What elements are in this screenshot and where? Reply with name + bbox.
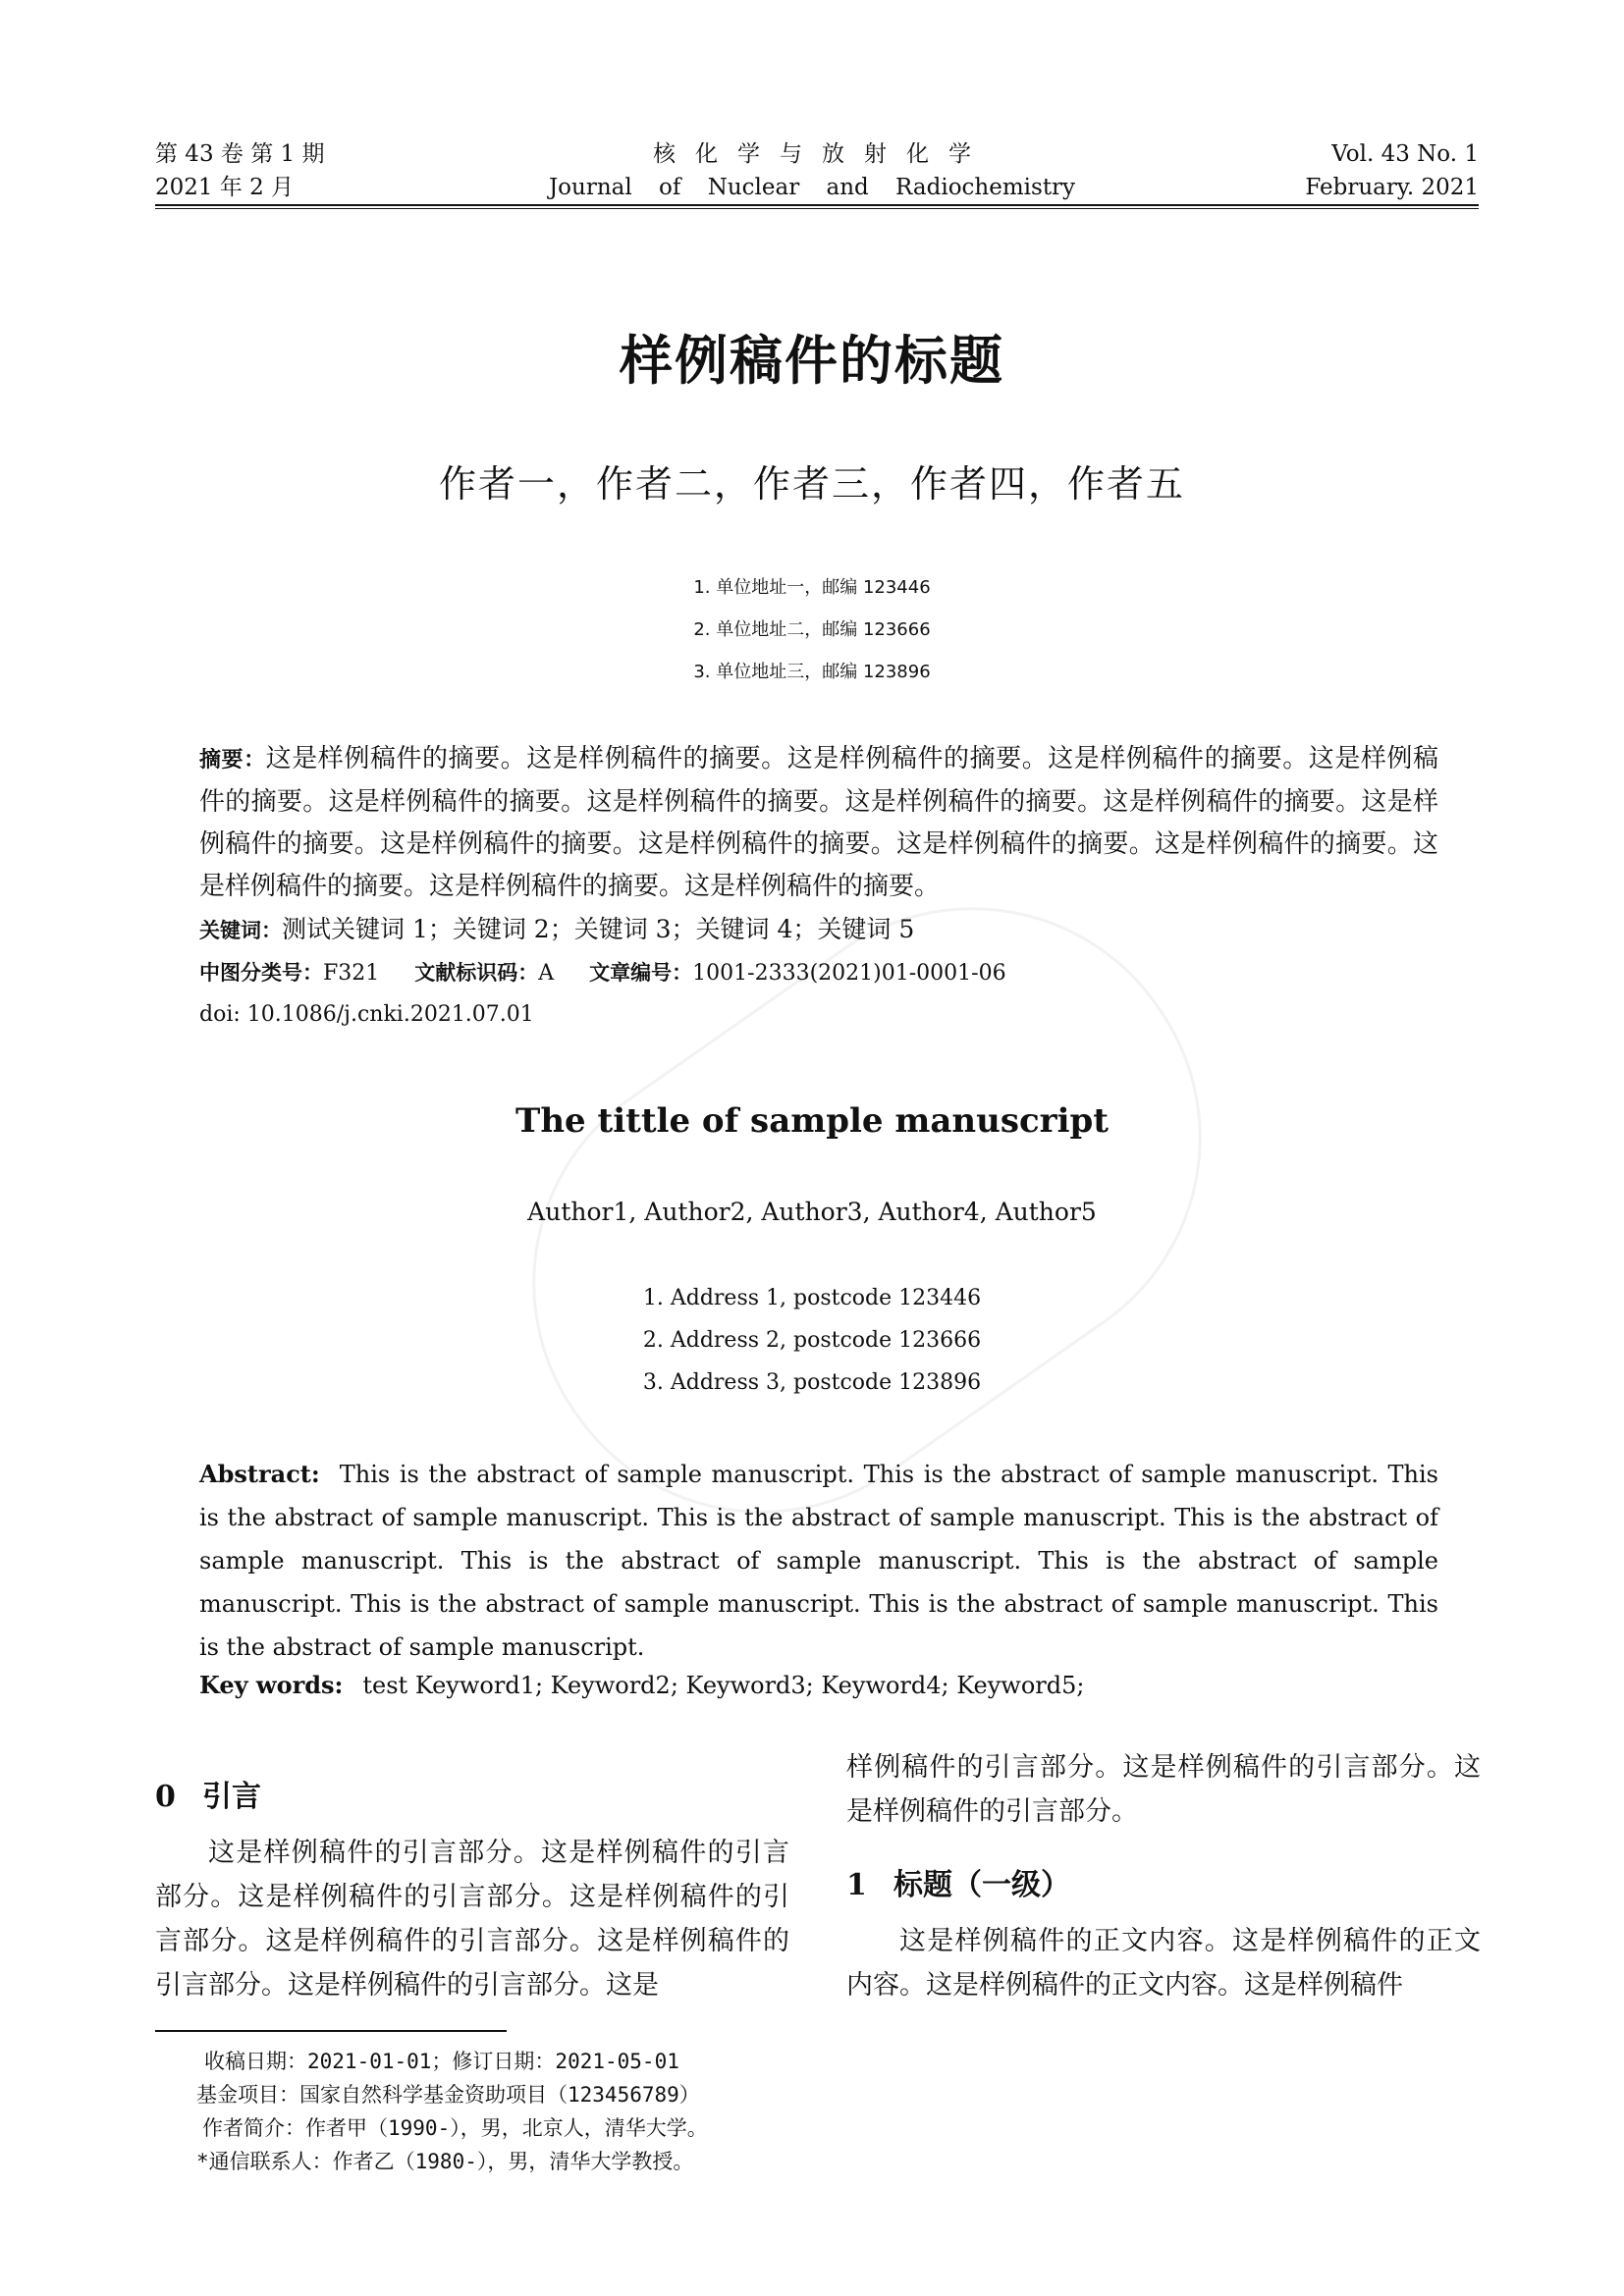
doc-code-label: 文献标识码： (414, 961, 539, 985)
keywords-zh (199, 910, 1438, 950)
section-title: 引言 (202, 1780, 261, 1814)
footnote-corresponding-author: *通信联系人：作者乙（1980-），男，清华大学教授。 (196, 2150, 694, 2173)
article-no-label: 文章编号： (589, 961, 693, 985)
authors-en: Author1, Author2, Author3, Author4, Author5 (527, 1198, 1097, 1226)
doc-code-value: A (538, 961, 555, 986)
affiliation-zh-1: 1. 单位地址一，邮编 123446 (693, 577, 931, 598)
clc-value: F321 (323, 961, 380, 986)
authors-zh: 作者一，作者二，作者三，作者四，作者五 (438, 462, 1185, 506)
header-volume-info-en (1305, 137, 1479, 204)
section-1-paragraph: 这是样例稿件的正文内容。这是样例稿件的正文内容。这是样例稿件的正文内容。这是样例稿件 (846, 1926, 1481, 2001)
classification-line (199, 954, 1438, 992)
footnote-author-bio: 作者简介：作者甲（1990-），男，北京人，清华大学。 (202, 2116, 708, 2140)
abstract-en (199, 1453, 1438, 1669)
abstract-zh-label: 摘要： (199, 748, 266, 773)
paper-title-en: The tittle of sample manuscript (515, 1101, 1109, 1141)
introduction-paragraph-right: 样例稿件的引言部分。这是样例稿件的引言部分。这是样例稿件的引言部分。 (846, 1752, 1481, 1827)
doi: doi: 10.1086/j.cnki.2021.07.01 (199, 1002, 534, 1027)
clc-label: 中图分类号： (199, 961, 323, 985)
section-title: 标题（一级） (893, 1868, 1070, 1902)
footnote-received-date: 收稿日期：2021-01-01；修订日期：2021-05-01 (204, 2050, 679, 2073)
footnote-funding: 基金项目：国家自然科学基金资助项目（123456789） (196, 2083, 700, 2107)
affiliation-zh-2: 2. 单位地址二，邮编 123666 (693, 619, 931, 640)
keywords-en-label: Key words: (199, 1671, 344, 1699)
header-volume-en: Vol. 43 No. 1 (1331, 141, 1479, 167)
section-number: 1 (846, 1868, 867, 1902)
section-heading-1 (846, 1860, 1070, 1903)
affiliation-zh-3: 3. 单位地址三，邮编 123896 (693, 662, 931, 682)
abstract-en-label: Abstract: (199, 1460, 320, 1488)
paper-title-zh: 样例稿件的标题 (620, 330, 1004, 392)
abstract-zh-text: 这是样例稿件的摘要。这是样例稿件的摘要。这是样例稿件的摘要。这是样例稿件的摘要。这是样例稿件的摘要。这是样例稿件的摘要。这是样例稿件的摘要。这是样例稿件的摘要。这是样例稿件的摘要。这是样例稿件的摘要。这是样例稿件的摘要。这是样例稿件的摘要。这是样例稿件的摘要。这是样例稿件的摘要。这是样例稿件的摘要。这是样例稿件的摘要。这是样例稿件的摘要。 (199, 744, 1438, 901)
header-volume-issue: 第 43 卷 第 1 期 (155, 141, 325, 167)
keywords-en (199, 1666, 1438, 1705)
header-rule-thin (155, 208, 1479, 209)
keywords-zh-text: 测试关键词 1；关键词 2；关键词 3；关键词 4；关键词 5 (282, 915, 915, 943)
abstract-zh (199, 738, 1438, 908)
affiliation-en-3: 3. Address 3, postcode 123896 (642, 1370, 982, 1395)
affiliation-en-1: 1. Address 1, postcode 123446 (642, 1286, 982, 1310)
introduction-paragraph-left: 这是样例稿件的引言部分。这是样例稿件的引言部分。这是样例稿件的引言部分。这是样例稿件的引言部分。这是样例稿件的引言部分。这是样例稿件的引言部分。这是样例稿件的引言部分。这是 (155, 1838, 789, 2001)
keywords-en-text: test Keyword1; Keyword2; Keyword3; Keyword4; Keyword5; (362, 1672, 1085, 1699)
section-heading-introduction (155, 1772, 261, 1815)
header-rule (155, 204, 1479, 206)
header-journal-name-zh: 核化学与放射化学 (653, 141, 991, 167)
affiliation-en-2: 2. Address 2, postcode 123666 (642, 1328, 982, 1353)
article-no-value: 1001-2333(2021)01-0001-06 (692, 961, 1006, 986)
header-date: 2021 年 2 月 (155, 175, 295, 200)
footnote-rule (155, 2030, 507, 2032)
section-number: 0 (155, 1780, 176, 1814)
header-date-en: February. 2021 (1305, 175, 1479, 200)
header-journal-name-en: Journal of Nuclear and Radiochemistry (548, 175, 1076, 200)
abstract-en-text: This is the abstract of sample manuscript. This is the abstract of sample manuscript. This is the abstract of sample manuscript. This is the abstract of sample manuscript. This is the abstract of sample manuscript. This is the abstract of sample manuscript. This is the abstract of sample manuscript. This is the abstract of sample manuscript. This is the abstract of sample manuscript. This is the abstract of sample manuscript. (199, 1461, 1438, 1661)
keywords-zh-label: 关键词： (199, 919, 282, 942)
